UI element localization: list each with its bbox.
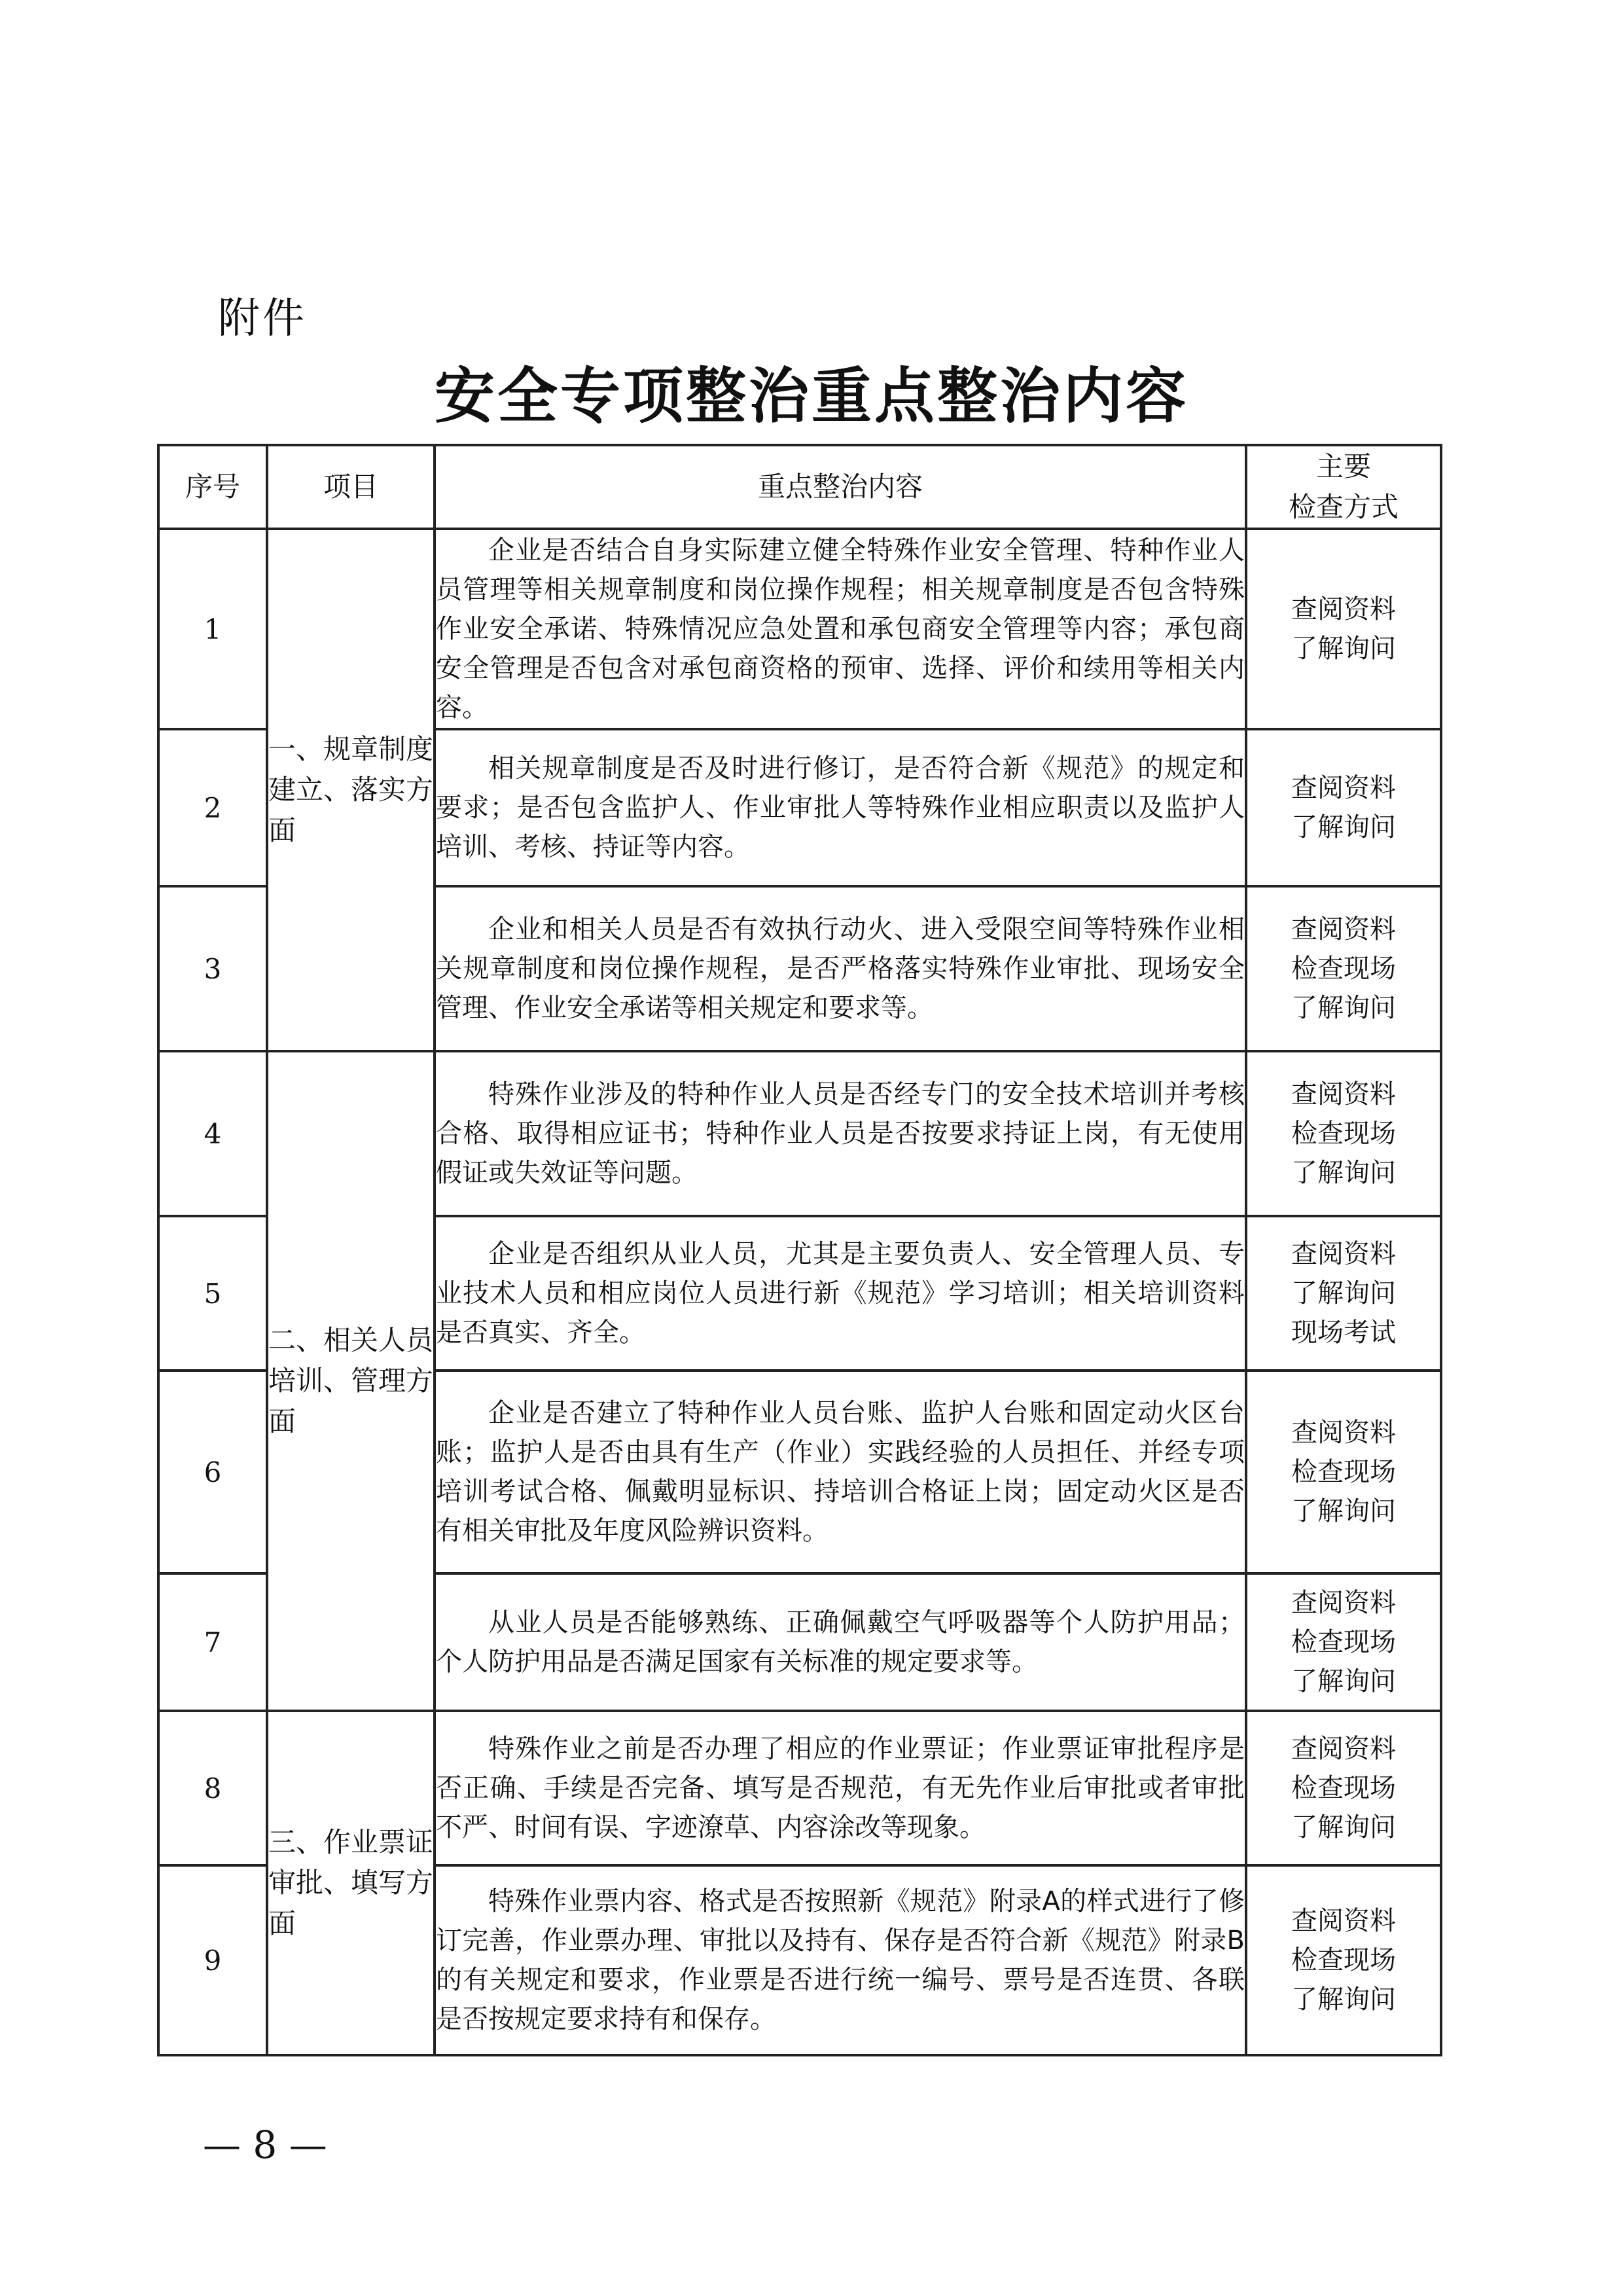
row-methods — [1246, 886, 1441, 1051]
row-seq: 4 — [158, 1051, 267, 1216]
header-method-line1: 主要 — [1315, 450, 1371, 482]
method-item: 检查现场 — [1291, 1627, 1396, 1657]
row-content: 特殊作业之前是否办理了相应的作业票证；作业票证审批程序是否正确、手续是否完备、填写是否规范，有无先作业后审批或者审批不严、时间有误、字迹潦草、内容涂改等现象。 — [435, 1711, 1246, 1865]
row-content: 相关规章制度是否及时进行修订，是否符合新《规范》的规定和要求；是否包含监护人、作业审批人等特殊作业相应职责以及监护人培训、考核、持证等内容。 — [435, 729, 1246, 886]
rectification-table — [157, 444, 1442, 2056]
method-item: 查阅资料 — [1291, 1906, 1396, 1936]
method-item: 查阅资料 — [1291, 773, 1396, 803]
table-row — [158, 1051, 1441, 1216]
method-item: 检查现场 — [1291, 1773, 1396, 1803]
method-item: 了解询问 — [1291, 1812, 1396, 1842]
method-item: 检查现场 — [1291, 1457, 1396, 1487]
row-content: 企业是否组织从业人员，尤其是主要负责人、安全管理人员、专业技术人员和相应岗位人员进行新《规范》学习培训；相关培训资料是否真实、齐全。 — [435, 1216, 1246, 1371]
method-item: 查阅资料 — [1291, 1079, 1396, 1109]
row-seq: 5 — [158, 1216, 267, 1371]
header-content: 重点整治内容 — [435, 445, 1246, 529]
row-seq: 7 — [158, 1573, 267, 1711]
method-item: 查阅资料 — [1291, 1239, 1396, 1269]
method-item: 查阅资料 — [1291, 1418, 1396, 1448]
row-seq: 3 — [158, 886, 267, 1051]
row-methods — [1246, 1216, 1441, 1371]
document-title: 安全专项整治重点整治内容 — [434, 361, 1188, 431]
method-item: 了解询问 — [1291, 1496, 1396, 1526]
group-label-1: 一、规章制度建立、落实方面 — [267, 529, 435, 1051]
row-methods — [1246, 529, 1441, 729]
table-row — [158, 1711, 1441, 1865]
table-header-row — [158, 445, 1441, 529]
method-item: 检查现场 — [1291, 954, 1396, 984]
method-item: 了解询问 — [1291, 993, 1396, 1023]
row-content: 企业是否结合自身实际建立健全特殊作业安全管理、特种作业人员管理等相关规章制度和岗位操作规程；相关规章制度是否包含特殊作业安全承诺、特殊情况应急处置和承包商安全管理等内容；承包商安全管理是否包含对承包商资格的预审、选择、评价和续用等相关内容。 — [435, 529, 1246, 729]
method-item: 检查现场 — [1291, 1119, 1396, 1149]
header-method-line2: 检查方式 — [1288, 491, 1399, 523]
row-methods — [1246, 1371, 1441, 1573]
row-content: 从业人员是否能够熟练、正确佩戴空气呼吸器等个人防护用品；个人防护用品是否满足国家有关标准的规定要求等。 — [435, 1573, 1246, 1711]
group-label-3: 三、作业票证审批、填写方面 — [267, 1711, 435, 2055]
row-methods — [1246, 1865, 1441, 2055]
attachment-label: 附件 — [218, 295, 307, 343]
method-item: 了解询问 — [1291, 634, 1396, 664]
header-item: 项目 — [267, 445, 435, 529]
method-item: 现场考试 — [1291, 1318, 1396, 1348]
method-item: 了解询问 — [1291, 1984, 1396, 2015]
method-item: 了解询问 — [1291, 1666, 1396, 1696]
row-seq: 6 — [158, 1371, 267, 1573]
row-content: 特殊作业票内容、格式是否按照新《规范》附录A的样式进行了修订完善，作业票办理、审批以及持有、保存是否符合新《规范》附录B的有关规定和要求，作业票是否进行统一编号、票号是否连贯、各联是否按规定要求持有和保存。 — [435, 1865, 1246, 2055]
row-methods — [1246, 1711, 1441, 1865]
row-methods — [1246, 1573, 1441, 1711]
page-number: — 8 — — [203, 2123, 327, 2167]
method-item: 查阅资料 — [1291, 1734, 1396, 1764]
header-seq: 序号 — [158, 445, 267, 529]
method-item: 查阅资料 — [1291, 914, 1396, 944]
table-row — [158, 529, 1441, 729]
row-seq: 1 — [158, 529, 267, 729]
method-item: 了解询问 — [1291, 1158, 1396, 1188]
method-item: 检查现场 — [1291, 1945, 1396, 1975]
row-methods — [1246, 729, 1441, 886]
row-methods — [1246, 1051, 1441, 1216]
row-seq: 9 — [158, 1865, 267, 2055]
row-seq: 8 — [158, 1711, 267, 1865]
row-seq: 2 — [158, 729, 267, 886]
method-item: 查阅资料 — [1291, 1588, 1396, 1618]
header-method — [1246, 445, 1441, 529]
row-content: 特殊作业涉及的特种作业人员是否经专门的安全技术培训并考核合格、取得相应证书；特种作业人员是否按要求持证上岗，有无使用假证或失效证等问题。 — [435, 1051, 1246, 1216]
row-content: 企业是否建立了特种作业人员台账、监护人台账和固定动火区台账；监护人是否由具有生产（作业）实践经验的人员担任、并经专项培训考试合格、佩戴明显标识、持培训合格证上岗；固定动火区是否有相关审批及年度风险辨识资料。 — [435, 1371, 1246, 1573]
method-item: 了解询问 — [1291, 1278, 1396, 1308]
group-label-2: 二、相关人员培训、管理方面 — [267, 1051, 435, 1711]
row-content: 企业和相关人员是否有效执行动火、进入受限空间等特殊作业相关规章制度和岗位操作规程，是否严格落实特殊作业审批、现场安全管理、作业安全承诺等相关规定和要求等。 — [435, 886, 1246, 1051]
method-item: 查阅资料 — [1291, 594, 1396, 624]
method-item: 了解询问 — [1291, 812, 1396, 842]
